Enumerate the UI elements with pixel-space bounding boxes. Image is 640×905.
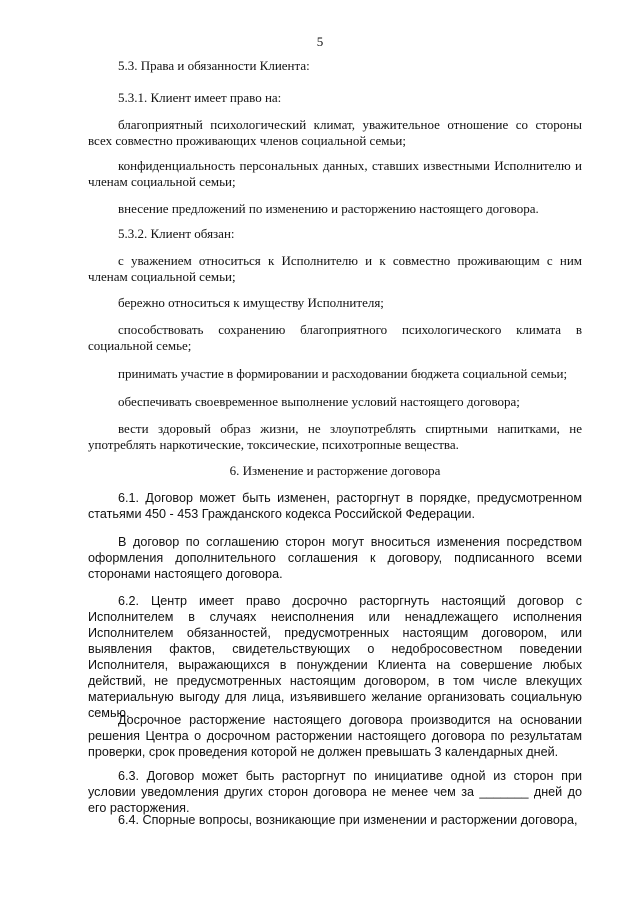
duty-item: бережно относиться к имуществу Исполнителя;	[118, 295, 384, 310]
page-number: 5	[316, 34, 324, 49]
right-item: благоприятный психологический климат, уважительное отношение со стороны всех совместно проживающих членов социальной семьи;	[88, 117, 582, 148]
duty-item: вести здоровый образ жизни, не злоупотреблять спиртными напитками, не употреблять наркотические, токсические, психотропные вещества.	[88, 421, 582, 452]
section-5-3-1: 5.3.1. Клиент имеет право на:	[118, 90, 282, 105]
paragraph-6-4: 6.4. Спорные вопросы, возникающие при изменении и расторжении договора,	[118, 813, 578, 827]
paragraph-6-1: 6.1. Договор может быть изменен, расторгнут в порядке, предусмотренном статьями 450 - 453 Гражданского кодекса Российской Федерации.	[88, 491, 582, 521]
section-6-title: 6. Изменение и расторжение договора	[229, 463, 441, 478]
duty-item: с уважением относиться к Исполнителю и к совместно проживающим с ним членам социальной семьи;	[88, 253, 582, 284]
section-5-3-title: 5.3. Права и обязанности Клиента:	[118, 58, 310, 73]
paragraph-6-2: 6.2. Центр имеет право досрочно расторгнуть настоящий договор с Исполнителем в случаях неисполнения или ненадлежащего исполнения Исполнителем обязанностей, предусмотренных настоящим договором, или выявления фактов, свидетельствующих о недобросовестном поведении Исполнителя, выражающихся в понуждении Клиента на совершение любых действий, не предусмотренных настоящим договором, в том числе влекущих материальную выгоду для лица, изъявившего желание организовать социальную семью.	[88, 594, 582, 720]
paragraph-6-1-b: В договор по соглашению сторон могут вноситься изменения посредством оформления дополнительного соглашения к договору, подписанного всеми сторонами настоящего договора.	[88, 535, 582, 581]
paragraph-6-3: 6.3. Договор может быть расторгнут по инициативе одной из сторон при условии уведомления других сторон договора не менее чем за _______ дней до его расторжения.	[88, 769, 582, 815]
duty-item: обеспечивать своевременное выполнение условий настоящего договора;	[118, 394, 520, 409]
duty-item: способствовать сохранению благоприятного психологического климата в социальной семье;	[88, 322, 582, 353]
duty-item: принимать участие в формировании и расходовании бюджета социальной семьи;	[118, 366, 568, 381]
right-item: конфиденциальность персональных данных, ставших известными Исполнителю и членам социальной семьи;	[88, 158, 582, 189]
section-5-3-2: 5.3.2. Клиент обязан:	[118, 226, 235, 241]
paragraph-6-2-b: Досрочное расторжение настоящего договора производится на основании решения Центра о досрочном расторжении настоящего договора по результатам проверки, срок проведения которой не должен превышать 3 календарных дней.	[88, 713, 582, 759]
right-item: внесение предложений по изменению и расторжению настоящего договора.	[118, 201, 539, 216]
